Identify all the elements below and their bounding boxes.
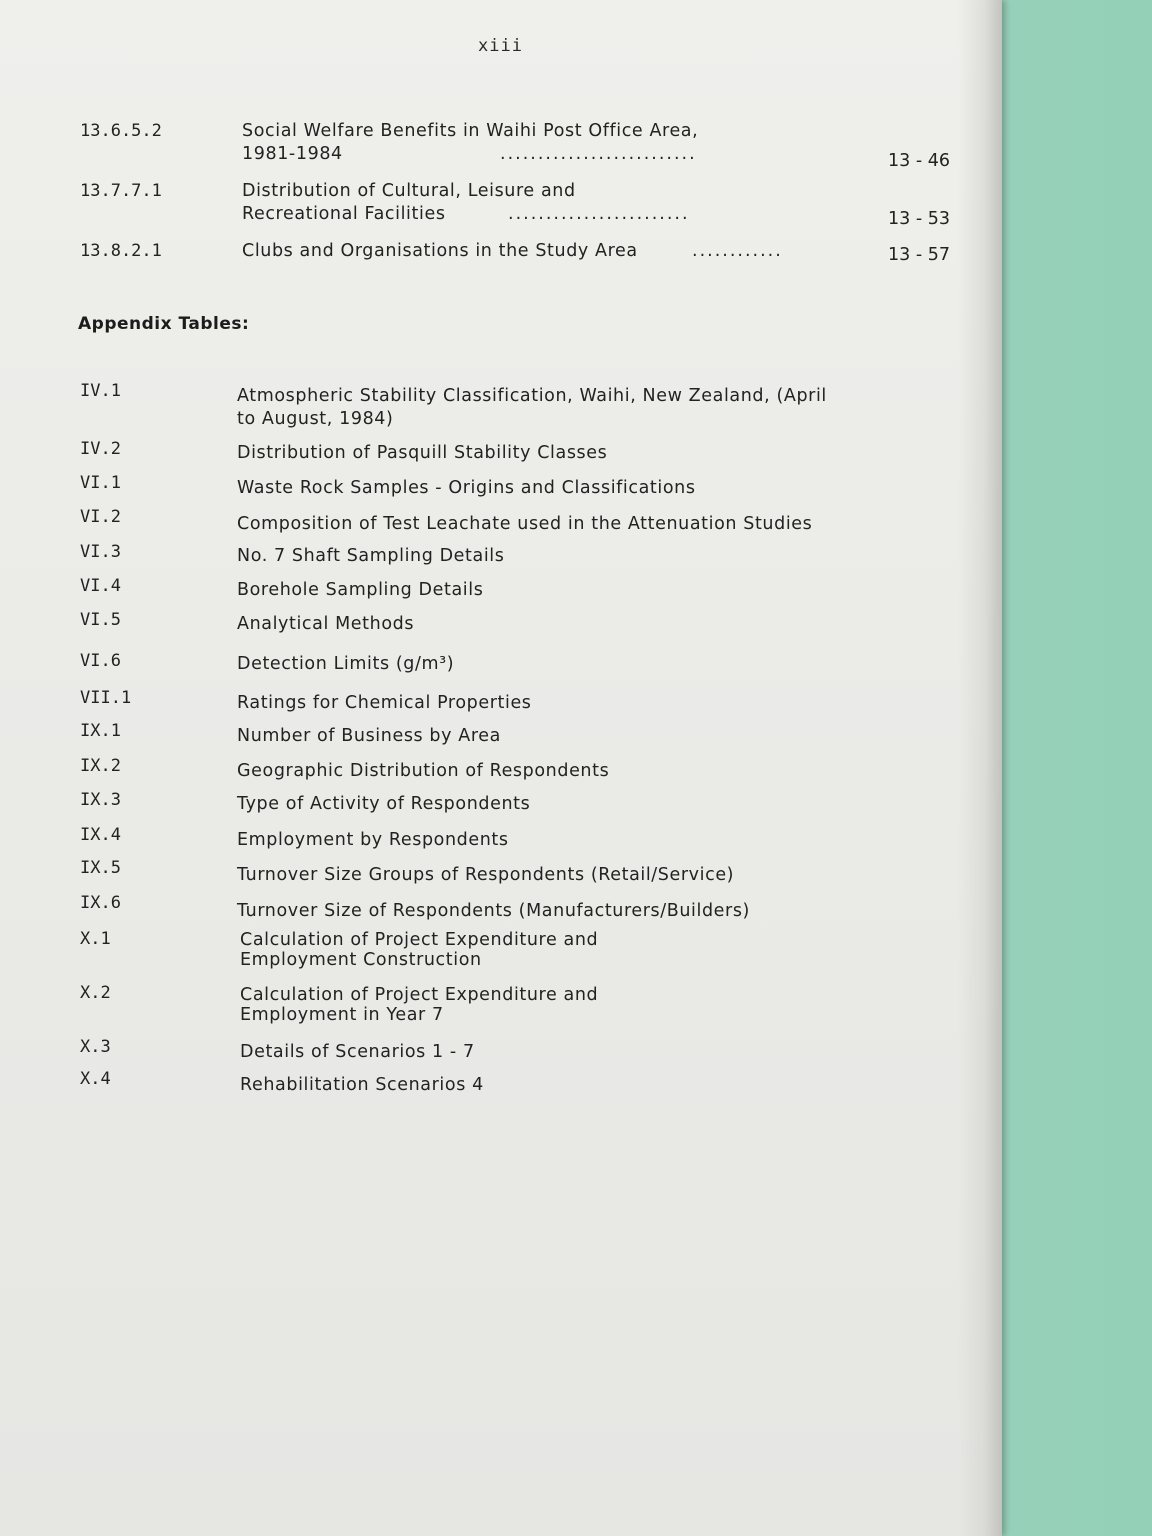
appendix-entry-number: X.1	[80, 929, 111, 949]
appendix-entry-number: IV.2	[80, 439, 121, 459]
appendix-entry-title: Analytical Methods	[237, 614, 415, 634]
toc-entry-title: Clubs and Organisations in the Study Area ............	[242, 241, 783, 261]
appendix-entry-number: X.4	[80, 1069, 111, 1089]
appendix-entry-number: IX.6	[80, 893, 121, 913]
appendix-entry-number: IX.2	[80, 756, 121, 776]
appendix-entry-number: IX.1	[80, 721, 121, 741]
toc-entry-page: 13 - 46	[888, 151, 950, 171]
appendix-entry-title: Detection Limits (g/m³)	[237, 654, 455, 674]
appendix-entry-title: Geographic Distribution of Respondents	[237, 761, 610, 781]
toc-entry-page: 13 - 57	[888, 245, 950, 265]
appendix-entry-title: Number of Business by Area	[237, 726, 501, 746]
appendix-entry-title: Ratings for Chemical Properties	[237, 693, 532, 713]
appendix-tables-heading: Appendix Tables:	[78, 314, 250, 334]
appendix-entry-title: No. 7 Shaft Sampling Details	[237, 546, 505, 566]
appendix-entry-title: Turnover Size Groups of Respondents (Retail/Service)	[237, 865, 735, 885]
toc-entry-number: 13.6.5.2	[80, 121, 162, 141]
appendix-entry-title: Waste Rock Samples - Origins and Classifications	[237, 478, 696, 498]
appendix-entry-title: Composition of Test Leachate used in the Attenuation Studies	[237, 514, 813, 534]
appendix-entry-number: VI.2	[80, 507, 121, 527]
appendix-entry-number: IX.3	[80, 790, 121, 810]
appendix-entry-title: Rehabilitation Scenarios 4	[240, 1075, 484, 1095]
appendix-entry-title: Employment by Respondents	[237, 830, 509, 850]
appendix-entry-number: VI.5	[80, 610, 121, 630]
toc-entry-title: Social Welfare Benefits in Waihi Post Office Area, 1981-1984 ..........................	[242, 121, 699, 164]
appendix-entry-number: VI.4	[80, 576, 121, 596]
page-number: xiii	[478, 36, 523, 56]
appendix-entry-title: Details of Scenarios 1 - 7	[240, 1042, 475, 1062]
toc-entry-number: 13.8.2.1	[80, 241, 162, 261]
appendix-entry-number: VI.6	[80, 651, 121, 671]
appendix-entry-title: Atmospheric Stability Classification, Waihi, New Zealand, (April to August, 1984)	[237, 386, 827, 429]
appendix-entry-title: Type of Activity of Respondents	[237, 794, 531, 814]
appendix-entry-number: IV.1	[80, 381, 121, 401]
appendix-entry-title: Distribution of Pasquill Stability Classes	[237, 443, 608, 463]
appendix-entry-number: X.2	[80, 983, 111, 1003]
appendix-entry-number: IX.5	[80, 858, 121, 878]
appendix-entry-number: VI.3	[80, 542, 121, 562]
appendix-entry-title: Turnover Size of Respondents (Manufacturers/Builders)	[237, 901, 750, 921]
appendix-entry-number: X.3	[80, 1037, 111, 1057]
appendix-entry-number: VI.1	[80, 473, 121, 493]
appendix-entry-number: VII.1	[80, 688, 132, 708]
appendix-entry-title: Calculation of Project Expenditure and Employment Construction	[240, 930, 599, 970]
appendix-entry-title: Calculation of Project Expenditure and Employment in Year 7	[240, 985, 599, 1025]
toc-entry-page: 13 - 53	[888, 209, 950, 229]
appendix-entry-title: Borehole Sampling Details	[237, 580, 484, 600]
toc-entry-title: Distribution of Cultural, Leisure and Recreational Facilities ........................	[242, 181, 690, 224]
appendix-entry-number: IX.4	[80, 825, 121, 845]
toc-entry-number: 13.7.7.1	[80, 181, 162, 201]
